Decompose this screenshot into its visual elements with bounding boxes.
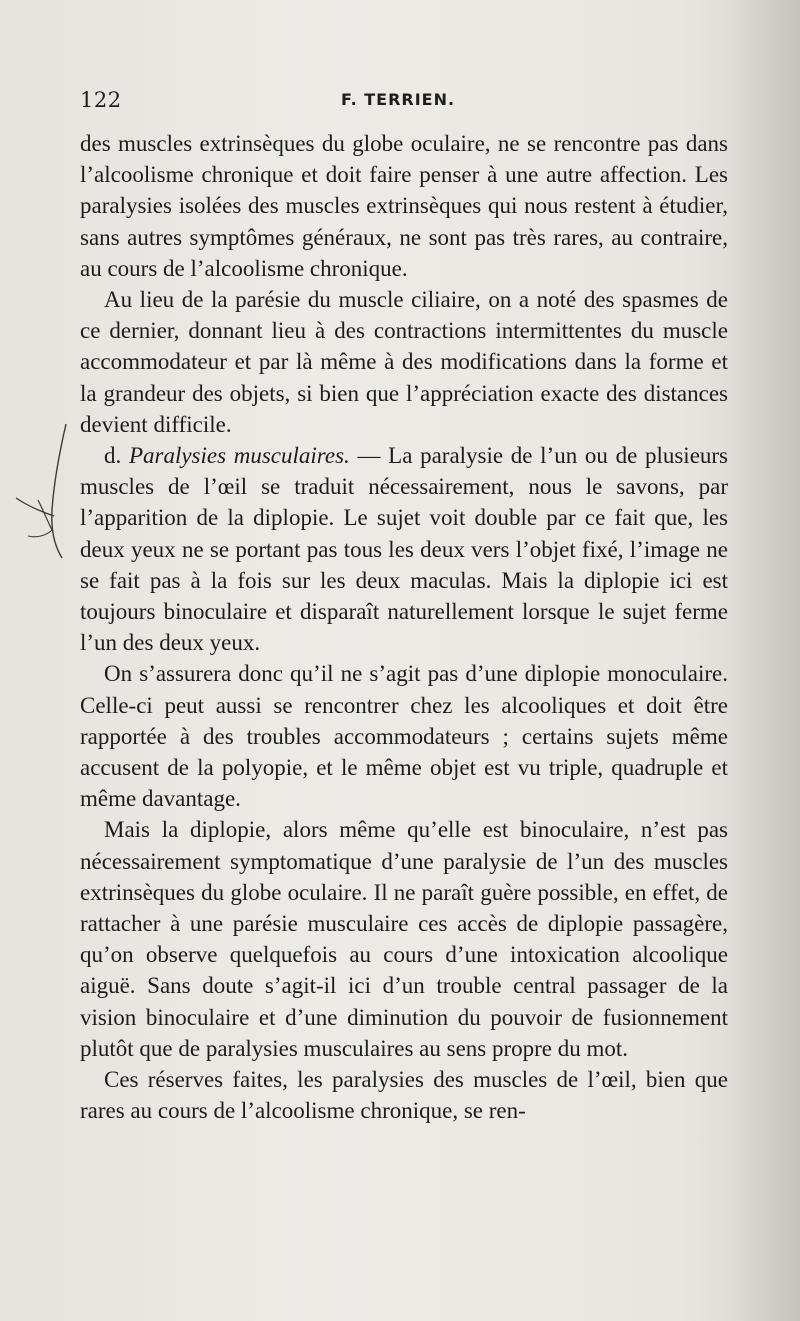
- paragraph: Ces réserves faites, les paralysies des muscles de l’œil, bien que rares au cours de l’alcoolisme chronique, se ren-: [80, 1067, 728, 1124]
- running-head: F. TERRIEN.: [341, 90, 456, 109]
- page-header: [80, 88, 728, 118]
- pencil-cross-mark-icon: [2, 420, 72, 560]
- section-title: Paralysies musculaires.: [128, 443, 350, 469]
- paragraph: Mais la diplopie, alors même qu’elle est binoculaire, n’est pas nécessairement symptomatique d’une paralysie de l’un des muscles extrinsèques du globe oculaire. Il ne paraît guère possible, en effet, de rattacher à une parésie musculaire ces accès de diplopie passagère, qu’on observe quelquefois au cours d’une intoxication alcoolique aiguë. Sans doute s’agit-il ici d’un trouble central passager de la vision binoculaire et d’une diminution du pouvoir de fusionnement plutôt que de paralysies musculaires au sens propre du mot.: [80, 817, 728, 1061]
- page-number: 122: [80, 88, 122, 112]
- section-letter: d.: [104, 443, 129, 469]
- paragraph-section-d: [80, 440, 728, 658]
- section-text: — La paralysie de l’un ou de plusieurs muscles de l’œil se traduit nécessairement, nous le savons, par l’apparition de la diplopie. Le sujet voit double par ce fait que, les deux yeux ne se portant pas tous les deux vers l’objet fixé, l’image ne se fait pas à la fois sur les deux maculas. Mais la diplopie ici est toujours binoculaire et disparaît naturellement lorsque le sujet ferme l’un des deux yeux.: [80, 443, 729, 656]
- paragraph: Au lieu de la parésie du muscle ciliaire, on a noté des spasmes de ce dernier, donnant lieu à des contractions intermittentes du muscle accommodateur et par là même à des modifications dans la forme et la grandeur des objets, si bien que l’appréciation exacte des distances devient difficile.: [80, 287, 728, 437]
- body-text: [80, 128, 728, 1127]
- paragraph: On s’assurera donc qu’il ne s’agit pas d’une diplopie monoculaire. Celle-ci peut aussi se rencontrer chez les alcooliques et doit être rapportée à des troubles accommodateurs ; certains sujets même accusent de la polyopie, et le même objet est vu triple, quadruple et même davantage.: [80, 661, 728, 812]
- paragraph: des muscles extrinsèques du globe oculaire, ne se rencontre pas dans l’alcoolisme chronique et doit faire penser à une autre affection. Les paralysies isolées des muscles extrinsèques qui nous restent à étudier, sans autres symptômes généraux, ne sont pas très rares, au contraire, au cours de l’alcoolisme chronique.: [80, 131, 728, 281]
